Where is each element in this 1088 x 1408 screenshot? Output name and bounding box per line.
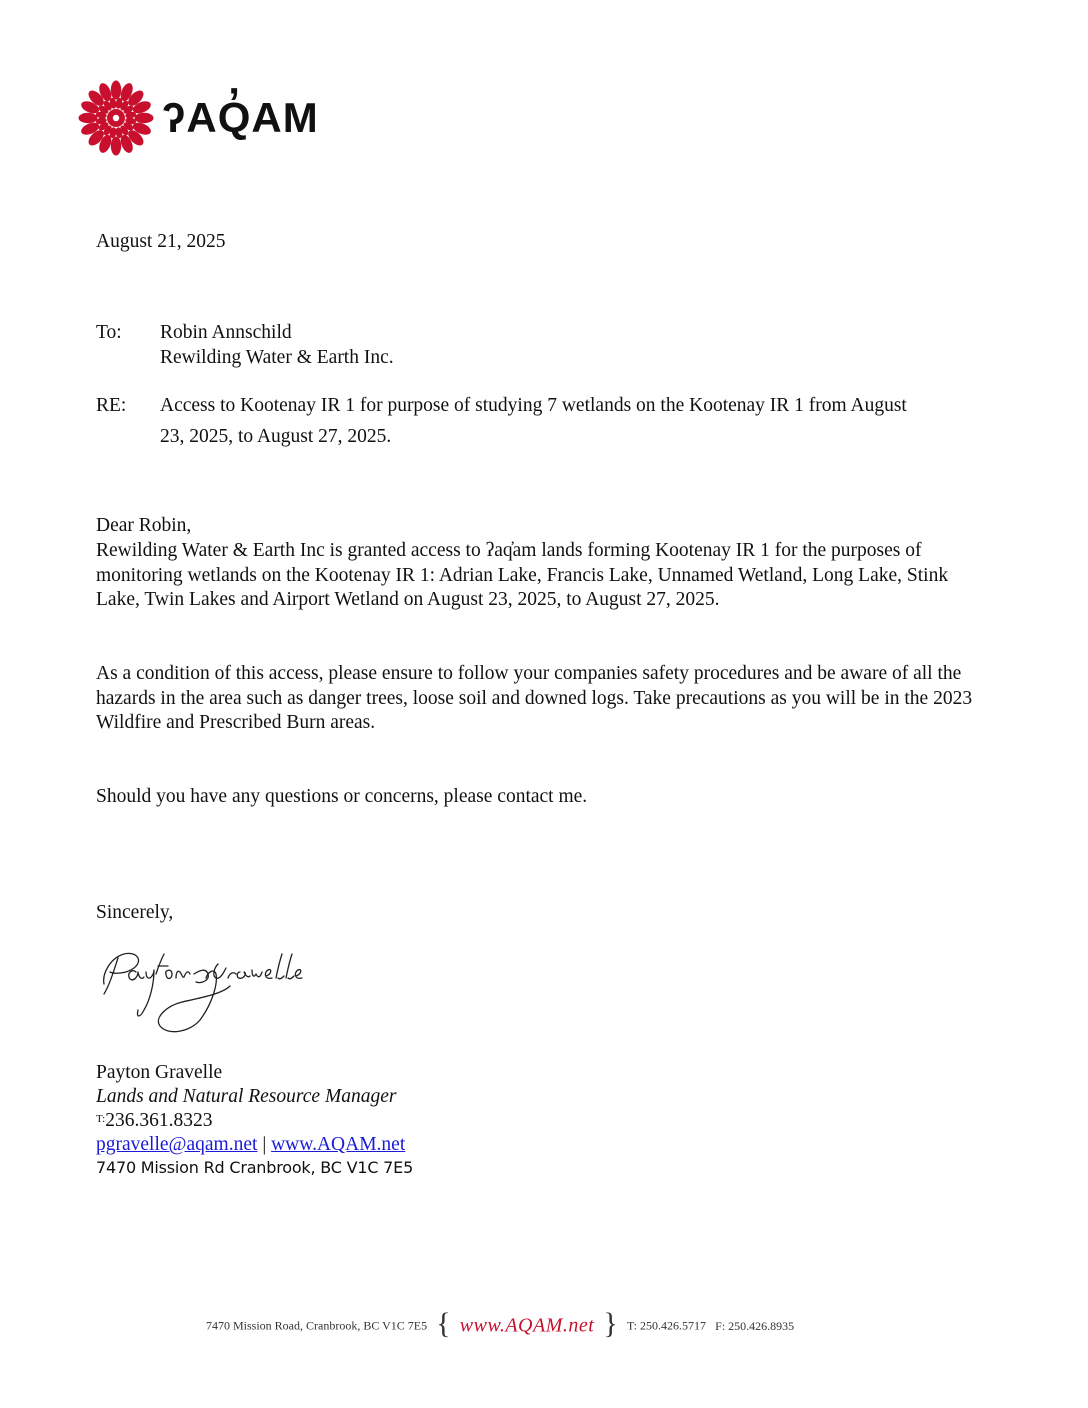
signer-title: Lands and Natural Resource Manager: [96, 1086, 397, 1107]
recipient-company: Rewilding Water & Earth Inc.: [160, 347, 394, 368]
footer-close-brace: }: [603, 1307, 618, 1340]
footer-open-brace: {: [436, 1307, 451, 1340]
logo-wordmark: ʔAQ̓AM: [162, 94, 319, 141]
subject-line-2: 23, 2025, to August 27, 2025.: [160, 426, 392, 447]
body-paragraph-3: Should you have any questions or concerns, please contact me.: [96, 786, 588, 807]
subject-line-1: Access to Kootenay IR 1 for purpose of studying 7 wetlands on the Kootenay IR 1 from August: [160, 395, 907, 416]
flower-logo-icon: [76, 78, 156, 158]
link-separator: |: [262, 1134, 267, 1155]
recipient-name: Robin Annschild: [160, 322, 292, 343]
letter-date: August 21, 2025: [96, 231, 226, 252]
salutation: Dear Robin,: [96, 515, 192, 536]
signer-phone: [96, 1109, 212, 1134]
to-label: To:: [96, 322, 122, 343]
closing: Sincerely,: [96, 902, 174, 923]
body-paragraph-2: As a condition of this access, please ensure to follow your companies safety procedures and be aware of all the hazards in the area such as danger trees, loose soil and downed logs. Take precautions as you will be in the 2023 Wildfire and Prescribed Burn areas.: [96, 663, 973, 733]
handwritten-signature: [96, 944, 306, 1036]
footer-address: 7470 Mission Road, Cranbrook, BC V1C 7E5: [206, 1318, 428, 1333]
website-link[interactable]: www.AQAM.net: [271, 1134, 406, 1155]
phone-number: 236.361.8323: [105, 1110, 213, 1131]
footer-fax: F: 250.426.8935: [715, 1318, 795, 1333]
footer-phone: T: 250.426.5717: [626, 1318, 707, 1333]
phone-label: T:: [96, 1113, 106, 1125]
re-label: RE:: [96, 395, 127, 416]
body-paragraph-1: Rewilding Water & Earth Inc is granted access to ʔaq̓am lands forming Kootenay IR 1 for the purposes of monitoring wetlands on the Kootenay IR 1: Adrian Lake, Francis Lake, Unnamed Wetland, Long Lake, Stink Lake, Twin Lakes and Airport Wetland on August 23, 2025, to August 27, 2025.: [96, 540, 949, 610]
logo: [76, 78, 332, 158]
signer-address: 7470 Mission Rd Cranbrook, BC V1C 7E5: [96, 1158, 414, 1177]
signer-name: Payton Gravelle: [96, 1062, 223, 1083]
signer-links: [96, 1133, 405, 1158]
footer-website: www.AQAM.net: [459, 1314, 595, 1337]
page-footer: [206, 1307, 795, 1340]
email-link[interactable]: pgravelle@aqam.net: [96, 1134, 258, 1155]
